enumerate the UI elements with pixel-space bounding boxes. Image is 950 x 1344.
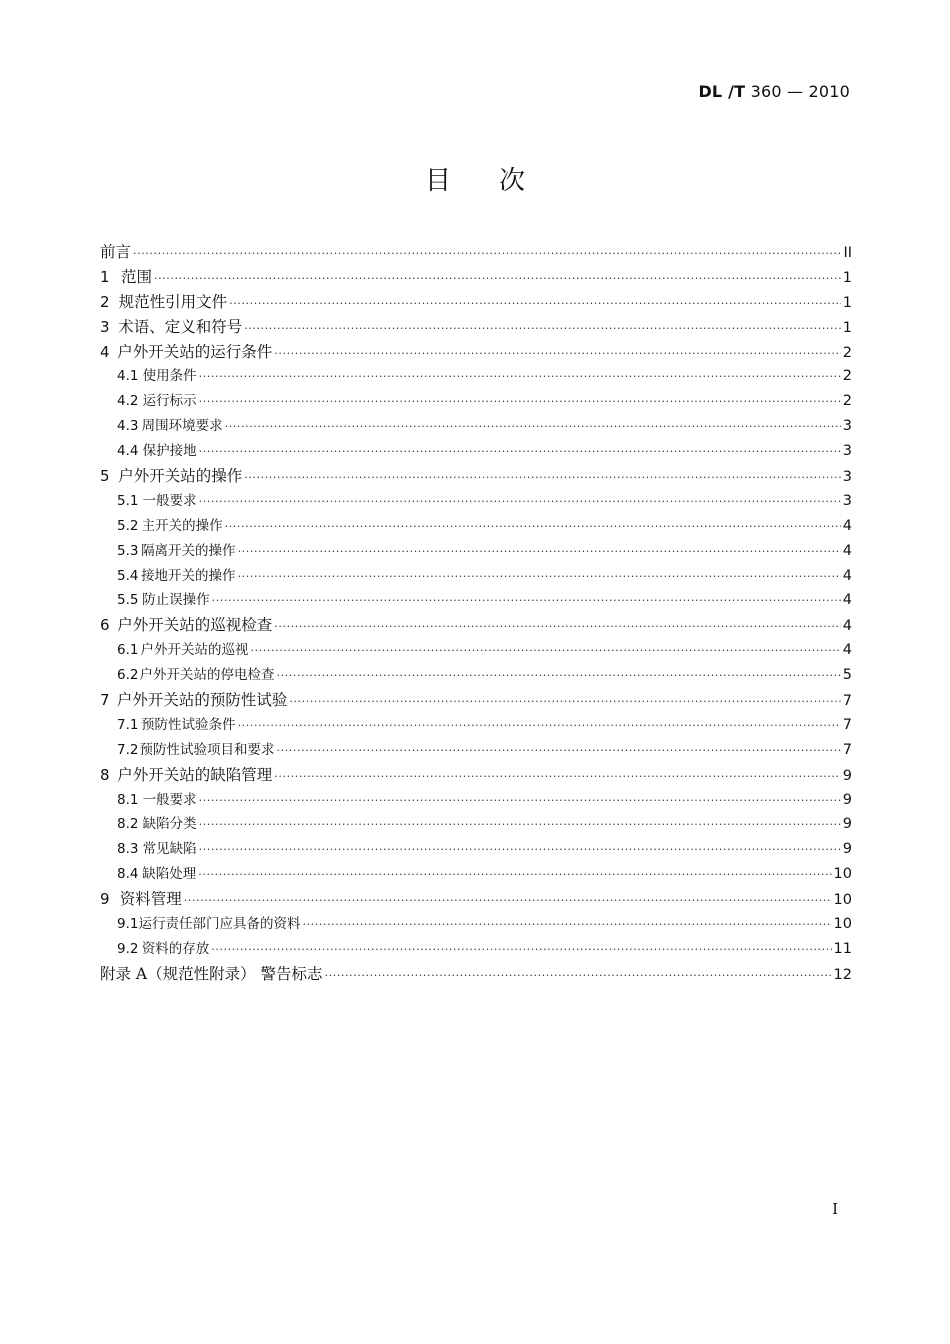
toc-entry-number: 9 [100,890,110,909]
toc-entry-label: 一般要求 [142,492,197,509]
toc-dot-leader [199,390,841,415]
toc-entry[interactable] [100,489,852,514]
toc-entry-page: 3 [842,469,852,486]
toc-entry-label: 保护接地 [142,443,197,460]
toc-entry-label: 缺陷分类 [142,816,197,833]
toc-dot-leader [238,540,841,565]
toc-dot-leader [274,615,840,640]
toc-entry-number: 8.4 [117,866,139,883]
toc-dot-leader [229,292,841,317]
toc-entry-label: 预防性试验条件 [141,716,236,733]
toc-entry-page: 9 [842,841,852,858]
toc-entry-label: 资料管理 [119,890,182,909]
toc-dot-leader [133,242,841,267]
toc-entry-page: 1 [842,269,852,286]
toc-entry-number: 4.4 [117,443,139,460]
toc-entry[interactable] [100,613,852,638]
toc-entry-page: 5 [842,667,852,684]
toc-entry-number: 5.5 [117,592,139,609]
toc-entry-number: 4 [100,342,110,361]
toc-entry[interactable] [100,389,852,414]
toc-dot-leader [211,938,831,963]
toc-dot-leader [238,565,841,590]
toc-entry-number: 2 [100,292,110,311]
toc-entry-page: 4 [842,642,852,659]
toc-entry-page: 12 [833,966,852,983]
toc-entry-page: 4 [842,567,852,584]
toc-entry-label: 户外开关站的运行条件 [117,342,273,361]
toc-entry[interactable] [100,688,852,713]
toc-dot-leader [302,913,831,938]
toc-entry-page: 2 [842,393,852,410]
toc-entry-number: 3 [100,317,110,336]
toc-entry-number: 5 [100,467,110,486]
toc-entry-page: II [843,245,852,261]
toc-entry-page: 1 [842,294,852,311]
toc-entry-number: 6 [100,616,110,635]
toc-entry-page: 9 [842,791,852,808]
toc-entry-number: 8.1 [117,791,139,808]
toc-entry[interactable] [100,812,852,837]
toc-entry-number: 6.1 [117,642,139,659]
toc-entry-label: 使用条件 [142,368,197,385]
toc-entry[interactable] [100,588,852,613]
toc-entry[interactable] [100,514,852,539]
toc-entry[interactable] [100,340,852,365]
toc-entry-number: 7 [100,691,110,710]
toc-entry-label: 防止误操作 [142,592,210,609]
toc-entry-label: 户外开关站的巡视检查 [117,616,273,635]
toc-dot-leader [199,490,841,515]
toc-dot-leader [244,466,841,491]
toc-entry-number: 7.2 [117,741,139,758]
toc-entry[interactable] [100,564,852,589]
toc-dot-leader [154,267,841,292]
toc-entry-label: 户外开关站的巡视 [140,642,249,659]
toc-entry-page: 10 [833,916,852,933]
toc-entry-label: 运行责任部门应具备的资料 [138,916,301,933]
toc-entry-number: 8.3 [117,841,139,858]
toc-entry-page: 3 [842,492,852,509]
toc-entry-label: 户外开关站的缺陷管理 [117,765,273,784]
toc-entry[interactable] [100,962,852,987]
toc-entry[interactable] [100,464,852,489]
toc-entry-label: 户外开关站的操作 [118,467,243,486]
toc-entry[interactable] [100,887,852,912]
toc-entry-page: 2 [842,344,852,361]
toc-entry-label: 户外开关站的停电检查 [139,667,275,684]
toc-dot-leader [199,440,841,465]
toc-dot-leader [212,589,841,614]
toc-entry-number: 8.2 [117,816,139,833]
toc-entry-number: 1 [100,267,110,286]
toc-entry[interactable] [100,788,852,813]
toc-entry-number: 4.3 [117,418,139,435]
toc-entry-page: 1 [842,319,852,336]
toc-entry-label: 运行标示 [142,393,197,410]
toc-entry[interactable] [100,837,852,862]
toc-dot-leader [289,690,840,715]
standard-code-prefix: DL /T [698,82,746,101]
page-number: I [832,1200,838,1218]
toc-entry[interactable] [100,663,852,688]
toc-entry[interactable] [100,937,852,962]
toc-dot-leader [225,515,841,540]
toc-entry-number: 9.2 [117,940,139,957]
toc-entry[interactable] [100,539,852,564]
toc-dot-leader [277,739,841,764]
toc-entry[interactable] [100,265,852,290]
toc-entry[interactable] [100,862,852,887]
toc-entry-label: 隔离开关的操作 [141,542,236,559]
toc-entry-page: 9 [842,767,852,784]
toc-entry-number: 5.4 [117,567,139,584]
toc-entry-page: 3 [842,443,852,460]
toc-dot-leader [325,964,832,989]
toc-entry-label: 前言 [100,243,132,261]
toc-entry-label: 资料的存放 [141,940,210,957]
toc-entry-number: 8 [100,765,110,784]
toc-dot-leader [198,863,831,888]
toc-entry[interactable] [100,738,852,763]
toc-entry-page: 7 [842,741,852,758]
toc-entry-label: 常见缺陷 [142,841,197,858]
toc-entry-page: 9 [842,816,852,833]
toc-dot-leader [244,317,841,342]
toc-entry-label: 缺陷处理 [142,866,197,883]
toc-entry-number: 4.2 [117,393,139,410]
toc-entry-page: 4 [842,592,852,609]
toc-dot-leader [277,664,841,689]
toc-dot-leader [199,365,841,390]
toc-dot-leader [184,889,832,914]
page-title: 目次 [424,166,573,196]
toc-dot-leader [251,639,841,664]
toc-entry-page: 7 [842,693,852,710]
toc-entry-page: 10 [833,866,852,883]
toc-entry-label: 一般要求 [142,791,197,808]
toc-dot-leader [274,765,840,790]
toc-entry-label: 预防性试验项目和要求 [139,741,275,758]
toc-entry-page: 4 [842,618,852,635]
standard-code [698,82,850,101]
toc-entry[interactable] [100,290,852,315]
toc-entry[interactable] [100,638,852,663]
toc-entry[interactable] [100,912,852,937]
table-of-contents [100,240,852,987]
toc-entry-label: 户外开关站的预防性试验 [116,691,288,710]
toc-entry-label: 周围环境要求 [141,418,223,435]
toc-entry-label: 主开关的操作 [141,517,223,534]
toc-entry-label: 术语、定义和符号 [118,317,243,336]
toc-entry[interactable] [100,315,852,340]
toc-entry[interactable] [100,439,852,464]
toc-entry-label: 附录 A（规范性附录） 警告标志 [100,964,323,983]
toc-entry-number: 7.1 [117,716,139,733]
toc-entry-page: 4 [842,517,852,534]
toc-entry-page: 7 [842,716,852,733]
toc-entry-page: 3 [842,418,852,435]
toc-entry-number: 9.1 [117,916,139,933]
toc-dot-leader [225,415,841,440]
toc-entry[interactable] [100,713,852,738]
toc-entry-number: 6.2 [117,667,139,684]
toc-dot-leader [238,714,841,739]
toc-entry[interactable] [100,763,852,788]
toc-dot-leader [199,789,841,814]
toc-entry-page: 4 [842,542,852,559]
toc-entry-number: 5.1 [117,492,139,509]
toc-entry-number: 5.2 [117,517,139,534]
toc-entry[interactable] [100,240,852,265]
toc-entry-page: 2 [842,368,852,385]
toc-entry[interactable] [100,364,852,389]
standard-code-number: 360 — 2010 [750,82,850,101]
toc-dot-leader [274,342,840,367]
toc-dot-leader [199,838,841,863]
toc-entry-label: 范围 [120,267,152,286]
toc-dot-leader [199,813,841,838]
toc-entry-number: 5.3 [117,542,139,559]
toc-entry-number: 4.1 [117,368,139,385]
toc-entry[interactable] [100,414,852,439]
toc-entry-page: 11 [833,940,852,957]
toc-entry-page: 10 [833,892,852,909]
toc-entry-label: 接地开关的操作 [141,567,236,584]
toc-entry-label: 规范性引用文件 [118,292,228,311]
